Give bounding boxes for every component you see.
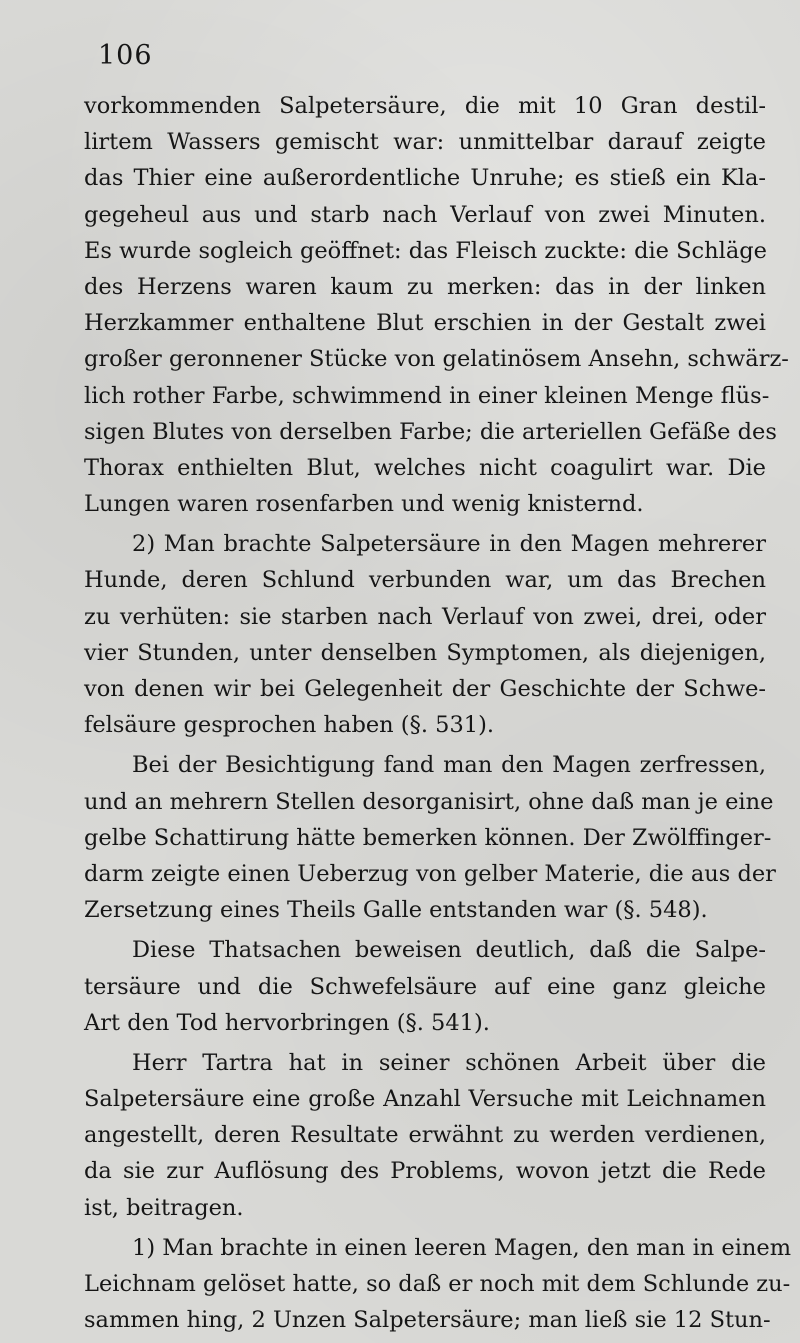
paragraph [84,526,766,743]
text-line: Diese Thatsachen beweisen deutlich, daß die Salpe- [132,937,766,964]
text-line: darm zeigte einen Ueberzug von gelber Materie, die aus der [84,860,776,887]
text-line: Salpetersäure eine große Anzahl Versuche mit Leichnamen [84,1086,766,1113]
text-line: Leichnam gelöset hatte, so daß er noch mit dem Schlunde zu- [84,1271,791,1297]
text-line: gelbe Schattirung hätte bemerken können. Der Zwölffinger- [84,824,772,851]
text-line: lirtem Wassers gemischt war: unmittelbar darauf zeigte [84,129,766,156]
text-line: 2) Man brachte Salpetersäure in den Magen mehrerer [132,531,766,558]
text-line: Herzkammer enthaltene Blut erschien in der Gestalt zwei [84,310,766,337]
paragraph [84,1045,766,1226]
page-number: 106 [98,40,153,71]
text-line: Art den Tod hervorbringen (§. 541). [84,1009,490,1036]
text-line: sammen hing, 2 Unzen Salpetersäure; man ließ sie 12 Stun- [84,1307,771,1334]
text-line: vier Stunden, unter denselben Symptomen, als diejenigen, [84,639,766,666]
text-line: Lungen waren rosenfarben und wenig knisternd. [84,491,644,518]
text-line: angestellt, deren Resultate erwähnt zu werden verdienen, [84,1122,766,1149]
text-line: sigen Blutes von derselben Farbe; die arteriellen Gefäße des [84,418,777,445]
text-line: lich rother Farbe, schwimmend in einer kleinen Menge flüs- [84,382,770,409]
text-line: von denen wir bei Gelegenheit der Geschichte der Schwe- [84,676,766,702]
text-line: das Thier eine außerordentliche Unruhe; es stieß ein Kla- [84,165,766,192]
text-line: des Herzens waren kaum zu merken: das in der linken [84,273,766,300]
text-line: und an mehrern Stellen desorganisirt, ohne daß man je eine [84,788,774,815]
text-line: Thorax enthielten Blut, welches nicht coagulirt war. Die [84,454,766,481]
paragraph [84,1230,792,1339]
body-text [84,88,792,1338]
text-line: Hunde, deren Schlund verbunden war, um das Brechen [84,567,766,594]
text-line: 1) Man brachte in einen leeren Magen, den man in einem [132,1234,792,1261]
text-line: Herr Tartra hat in seiner schönen Arbeit über die [132,1049,766,1076]
paragraph [84,88,789,522]
paragraph [84,747,776,928]
text-line: gegeheul aus und starb nach Verlauf von zwei Minuten. [84,201,766,228]
paragraph [84,932,766,1041]
text-line: tersäure und die Schwefelsäure auf eine ganz gleiche [84,973,766,1000]
text-line: Zersetzung eines Theils Galle entstanden war (§. 548). [84,897,708,924]
text-line: vorkommenden Salpetersäure, die mit 10 Gran destil- [84,93,766,119]
text-line: Es wurde sogleich geöffnet: das Fleisch zuckte: die Schläge [84,237,767,264]
text-line: Bei der Besichtigung fand man den Magen zerfressen, [132,752,766,779]
text-line: ist, beitragen. [84,1194,244,1221]
text-line: da sie zur Auflösung des Problems, wovon jetzt die Rede [84,1158,766,1185]
text-line: felsäure gesprochen haben (§. 531). [84,712,495,739]
text-line: zu verhüten: sie starben nach Verlauf von zwei, drei, oder [84,603,766,630]
text-line: großer geronnener Stücke von gelatinösem Ansehn, schwärz- [84,346,789,373]
